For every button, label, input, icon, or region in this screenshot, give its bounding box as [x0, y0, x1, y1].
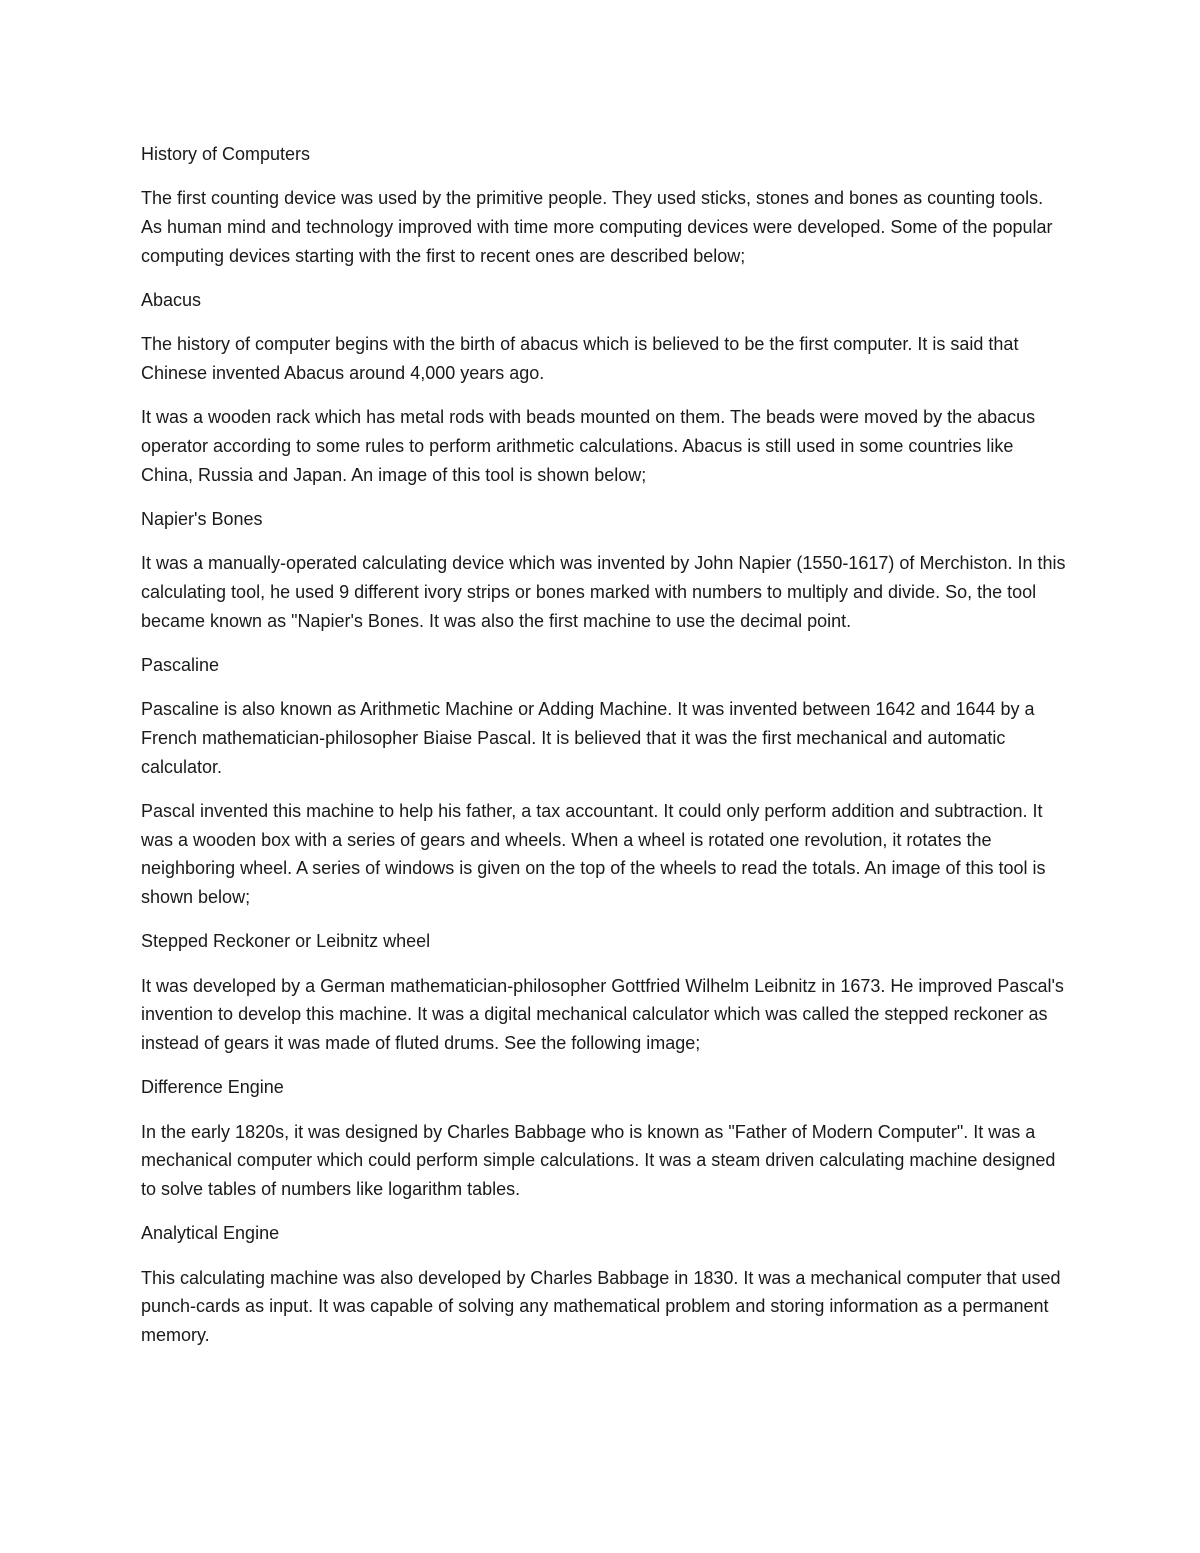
section-heading-abacus: Abacus [141, 289, 202, 310]
section-heading-difference-engine: Difference Engine [141, 1077, 284, 1098]
section-paragraph: It was a wooden rack which has metal rods with beads mounted on them. The beads were moved by the abacus operator according to some rules to perform arithmetic calculations. Abacus is still used in some countries like China, Russia and Japan. An image of this tool is shown below; [141, 407, 1036, 485]
document-body [141, 140, 1066, 1365]
section-paragraph: It was developed by a German mathematician-philosopher Gottfried Wilhelm Leibnitz in 1673. He improved Pascal's invention to develop this machine. It was a digital mechanical calculator which was called the stepped reckoner as instead of gears it was made of fluted drums. See the following image; [141, 975, 1064, 1054]
section-paragraph: Pascal invented this machine to help his father, a tax accountant. It could only perform addition and subtraction. It was a wooden box with a series of gears and wheels. When a wheel is rotated one revolution, it rotates the neighboring wheel. A series of windows is given on the top of the wheels to read the totals. An image of this tool is shown below; [141, 800, 1046, 908]
section-paragraph: This calculating machine was also developed by Charles Babbage in 1830. It was a mechanical computer that used punch-cards as input. It was capable of solving any mathematical problem and storing information as a permanent memory. [141, 1267, 1061, 1346]
section-heading-analytical-engine: Analytical Engine [141, 1223, 280, 1244]
section-heading-napiers-bones: Napier's Bones [141, 508, 263, 529]
section-paragraph: In the early 1820s, it was designed by Charles Babbage who is known as "Father of Modern Computer". It was a mechanical computer which could perform simple calculations. It was a steam driven calculating machine designed to solve tables of numbers like logarithm tables. [141, 1121, 1056, 1200]
document-title: History of Computers [141, 144, 311, 164]
section-paragraph: Pascaline is also known as Arithmetic Machine or Adding Machine. It was invented between 1642 and 1644 by a French mathematician-philosopher Biaise Pascal. It is believed that it was the first mechanical and automatic calculator. [141, 699, 1035, 777]
section-heading-stepped-reckoner: Stepped Reckoner or Leibnitz wheel [141, 931, 431, 952]
section-paragraph: It was a manually-operated calculating device which was invented by John Napier (1550-1617) of Merchiston. In this calculating tool, he used 9 different ivory strips or bones marked with numbers to multiply and divide. So, the tool became known as "Napier's Bones. It was also the first machine to use the decimal point. [141, 553, 1066, 631]
intro-paragraph: The first counting device was used by the primitive people. They used sticks, stones and bones as counting tools. As human mind and technology improved with time more computing devices were developed. Some of the popular computing devices starting with the first to recent ones are described below; [141, 188, 1053, 266]
section-heading-pascaline: Pascaline [141, 654, 220, 675]
section-paragraph: The history of computer begins with the birth of abacus which is believed to be the first computer. It is said that Chinese invented Abacus around 4,000 years ago. [141, 334, 1019, 383]
